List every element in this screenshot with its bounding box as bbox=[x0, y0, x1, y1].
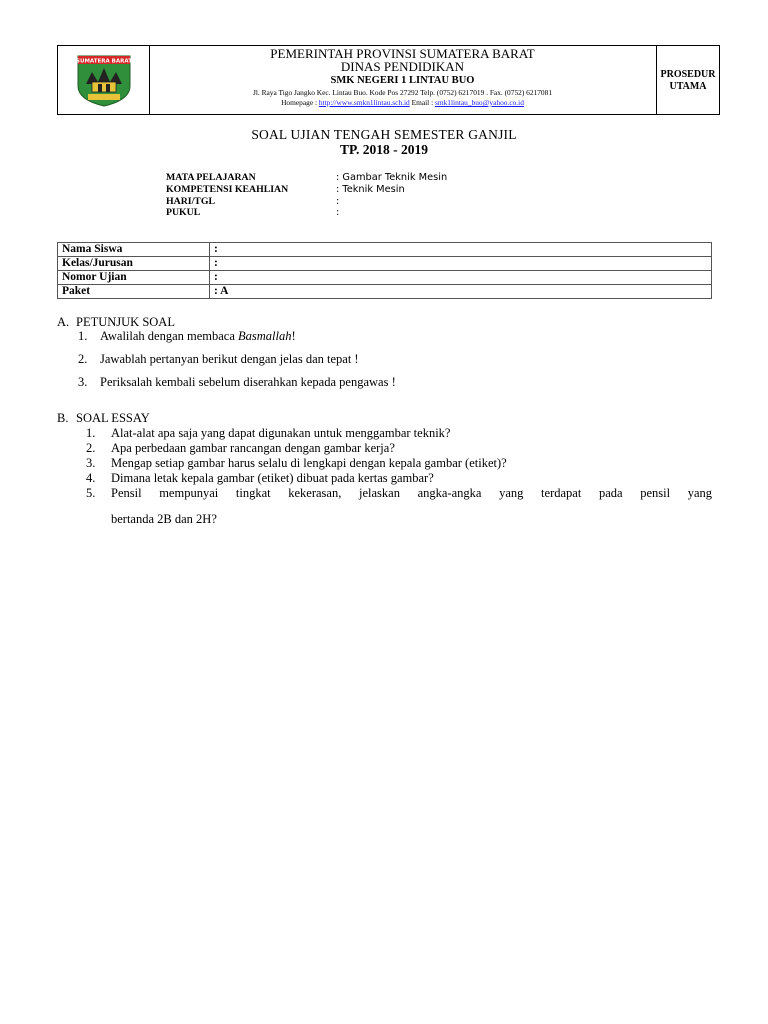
document-type-line1: PROSEDUR bbox=[660, 69, 716, 80]
package-field: : A bbox=[210, 285, 712, 299]
section-title: PETUNJUK SOAL bbox=[76, 315, 175, 329]
table-row bbox=[58, 285, 712, 299]
class-field: : bbox=[210, 257, 712, 271]
exam-title: SOAL UJIAN TENGAH SEMESTER GANJIL bbox=[251, 127, 517, 142]
document-type-cell bbox=[657, 46, 719, 114]
item-number: 2. bbox=[78, 352, 88, 366]
class-label: Kelas/Jurusan bbox=[58, 257, 210, 271]
homepage-link[interactable]: http://www.smkn1lintau.sch.id bbox=[318, 98, 410, 107]
section-title: SOAL ESSAY bbox=[76, 411, 150, 425]
info-label: MATA PELAJARAN bbox=[166, 172, 256, 183]
section-letter: B. bbox=[57, 411, 69, 425]
item-text: Dimana letak kepala gambar (etiket) dibuat pada kertas gambar? bbox=[111, 471, 434, 485]
exam-number-label: Nomor Ujian bbox=[58, 271, 210, 285]
document-type-line2: UTAMA bbox=[669, 81, 707, 92]
section-letter: A. bbox=[57, 315, 70, 329]
item-text-part: Awalilah dengan membaca bbox=[100, 329, 239, 343]
item-text-italic: Basmallah bbox=[238, 329, 292, 343]
table-row bbox=[58, 243, 712, 257]
table-row bbox=[58, 257, 712, 271]
item-number: 5. bbox=[86, 486, 96, 500]
school-address: Jl. Raya Tigo Jangko Kec. Lintau Buo. Kode Pos 27292 Telp. (0752) 6217019 . Fax. (0752) 6217081 bbox=[252, 88, 553, 97]
province-emblem-logo bbox=[74, 52, 134, 108]
info-label: PUKUL bbox=[166, 207, 201, 218]
item-number: 1. bbox=[86, 426, 96, 440]
student-name-field: : bbox=[210, 243, 712, 257]
item-text: Jawablah pertanyan berikut dengan jelas dan tepat ! bbox=[100, 352, 359, 366]
item-text-part: ! bbox=[291, 329, 296, 343]
contact-line bbox=[149, 98, 656, 107]
student-identity-table bbox=[57, 242, 712, 299]
item-text: Alat-alat apa saja yang dapat digunakan untuk menggambar teknik? bbox=[111, 426, 451, 440]
info-label: KOMPETENSI KEAHLIAN bbox=[166, 184, 289, 195]
student-name-label: Nama Siswa bbox=[58, 243, 210, 257]
homepage-label: Homepage : bbox=[281, 98, 319, 107]
package-label: Paket bbox=[58, 285, 210, 299]
agency-name: DINAS PENDIDIKAN bbox=[340, 59, 465, 74]
info-value: : bbox=[336, 196, 340, 207]
government-name: PEMERINTAH PROVINSI SUMATERA BARAT bbox=[270, 46, 535, 61]
info-value: : bbox=[336, 207, 340, 218]
email-link[interactable]: smk1lintau_buo@yahoo.co.id bbox=[434, 98, 524, 107]
item-text: Pensil mempunyai tingkat kekerasan, jelaskan angka-angka yang terdapat pada pensil yang bbox=[111, 486, 712, 500]
item-number: 3. bbox=[78, 375, 88, 389]
item-text bbox=[100, 329, 296, 343]
info-label: HARI/TGL bbox=[166, 196, 215, 207]
item-number: 4. bbox=[86, 471, 96, 485]
item-text: Periksalah kembali sebelum diserahkan kepada pengawas ! bbox=[100, 375, 396, 389]
school-name: SMK NEGERI 1 LINTAU BUO bbox=[330, 75, 475, 86]
logo-cell bbox=[58, 46, 150, 114]
item-text: Mengap setiap gambar harus selalu di lengkapi dengan kepala gambar (etiket)? bbox=[111, 456, 507, 470]
email-label: Email : bbox=[409, 98, 435, 107]
exam-number-field: : bbox=[210, 271, 712, 285]
info-value: : Gambar Teknik Mesin bbox=[336, 172, 448, 183]
item-text: Apa perbedaan gambar rancangan dengan gambar kerja? bbox=[111, 441, 395, 455]
info-value: : Teknik Mesin bbox=[336, 184, 405, 195]
section-b-heading bbox=[57, 411, 150, 425]
letterhead-text bbox=[149, 46, 657, 114]
item-number: 2. bbox=[86, 441, 96, 455]
table-row bbox=[58, 271, 712, 285]
svg-text:SUMATERA BARAT: SUMATERA BARAT bbox=[76, 58, 132, 65]
letterhead bbox=[57, 45, 720, 115]
exam-year: TP. 2018 - 2019 bbox=[339, 142, 428, 157]
section-a-heading bbox=[57, 315, 175, 329]
document-type bbox=[657, 69, 719, 93]
item-number: 3. bbox=[86, 456, 96, 470]
item-number: 1. bbox=[78, 329, 88, 343]
item-text-continued: bertanda 2B dan 2H? bbox=[111, 512, 217, 526]
